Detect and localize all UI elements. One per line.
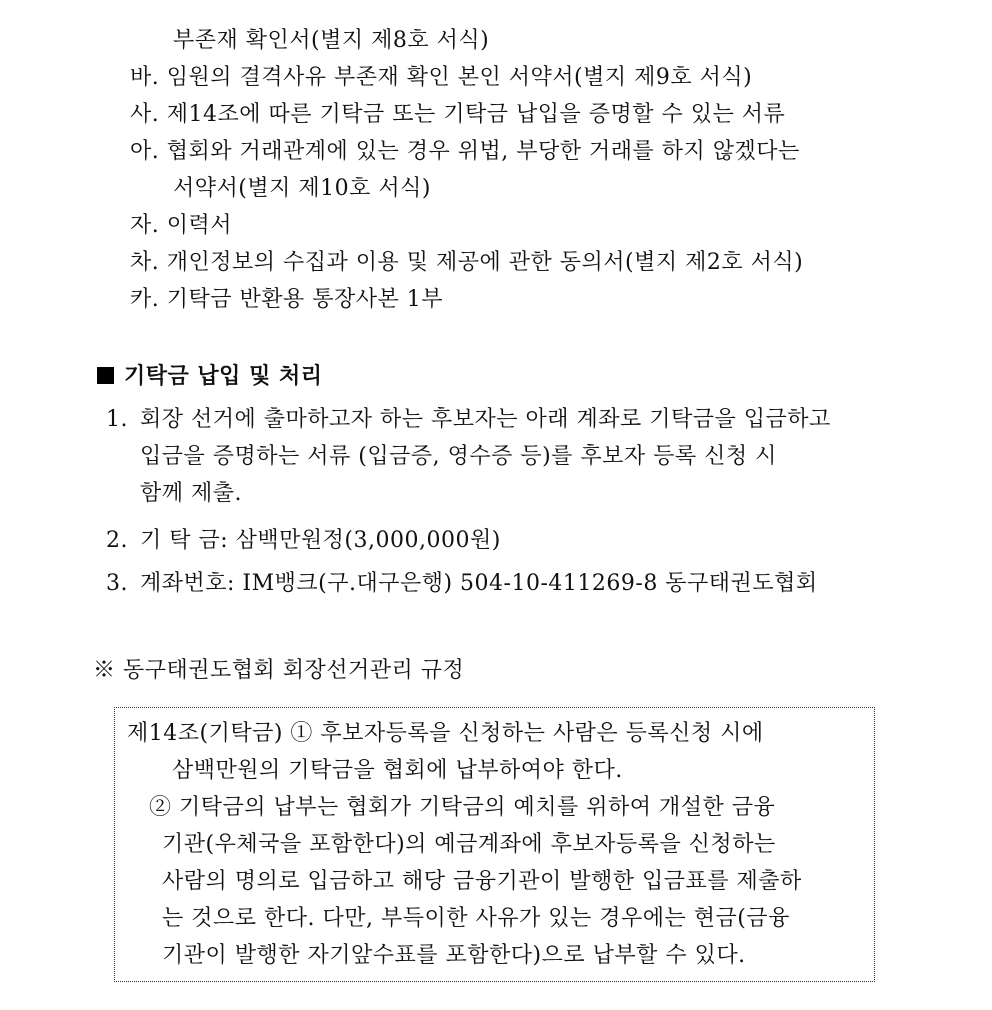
list-item xyxy=(130,138,800,166)
section-item-text: 입금을 증명하는 서류 (입금증, 영수증 등)를 후보자 등록 신청 시 xyxy=(140,444,777,469)
regulation-box xyxy=(114,707,875,982)
list-marker: 아. xyxy=(130,139,160,164)
list-item-continuation xyxy=(173,27,489,55)
section-item-text: 회장 선거에 출마하고자 하는 후보자는 아래 계좌로 기탁금을 입금하고 xyxy=(140,407,831,432)
list-marker: 2. xyxy=(106,528,128,553)
section-item-marker xyxy=(106,570,128,598)
section-item-line xyxy=(140,406,831,434)
regulation-line xyxy=(162,942,746,970)
list-marker: 카. xyxy=(130,287,160,312)
list-item xyxy=(130,212,232,240)
list-item xyxy=(130,286,443,314)
regulation-line xyxy=(162,868,802,896)
section-item-marker xyxy=(106,527,128,555)
list-item-text: 서약서(별지 제10호 서식) xyxy=(173,176,431,201)
list-marker: 사. xyxy=(130,102,160,127)
regulation-line xyxy=(162,905,790,933)
list-item-text: 개인정보의 수집과 이용 및 제공에 관한 동의서(별지 제2호 서식) xyxy=(166,250,804,275)
regulation-text: 는 것으로 한다. 다만, 부득이한 사유가 있는 경우에는 현금(금융 xyxy=(162,906,790,931)
list-item xyxy=(130,101,785,129)
note-title xyxy=(93,657,464,685)
regulation-line xyxy=(172,757,623,785)
list-marker: 차. xyxy=(130,250,160,275)
regulation-line xyxy=(162,831,776,859)
section-item-line xyxy=(140,570,818,598)
section-item-text: 함께 제출. xyxy=(140,481,242,506)
list-item-text: 임원의 결격사유 부존재 확인 본인 서약서(별지 제9호 서식) xyxy=(166,65,753,90)
list-item-text: 이력서 xyxy=(166,213,233,238)
regulation-text: ② 기탁금의 납부는 협회가 기탁금의 예치를 위하여 개설한 금융 xyxy=(149,795,776,820)
regulation-text: 기관이 발행한 자기앞수표를 포함한다)으로 납부할 수 있다. xyxy=(162,943,746,968)
list-item-text: 협회와 거래관계에 있는 경우 위법, 부당한 거래를 하지 않겠다는 xyxy=(166,139,800,164)
regulation-text: 삼백만원의 기탁금을 협회에 납부하여야 한다. xyxy=(172,758,623,783)
square-bullet-icon xyxy=(97,367,114,384)
list-item-text: 기탁금 반환용 통장사본 1부 xyxy=(166,287,443,312)
list-item-text: 제14조에 따른 기탁금 또는 기탁금 납입을 증명할 수 있는 서류 xyxy=(166,102,786,127)
list-item xyxy=(130,249,803,277)
section-item-text: 기 탁 금: 삼백만원정(3,000,000원) xyxy=(140,528,501,553)
note-title-text: ※ 동구태권도협회 회장선거관리 규정 xyxy=(93,658,465,683)
section-item-marker xyxy=(106,406,128,434)
list-marker: 3. xyxy=(106,571,128,596)
section-item-line xyxy=(140,527,501,555)
list-item-text: 부존재 확인서(별지 제8호 서식) xyxy=(173,28,490,53)
section-item-line xyxy=(140,480,242,508)
section-heading xyxy=(97,363,323,391)
section-title: 기탁금 납입 및 처리 xyxy=(124,364,323,389)
section-item-line xyxy=(140,443,777,471)
regulation-text: 기관(우체국을 포함한다)의 예금계좌에 후보자등록을 신청하는 xyxy=(162,832,776,857)
list-marker: 자. xyxy=(130,213,160,238)
regulation-line xyxy=(127,720,864,748)
list-marker: 1. xyxy=(106,407,128,432)
section-item-text: 계좌번호: IM뱅크(구.대구은행) 504-10-411269-8 동구태권도협회 xyxy=(140,571,818,596)
list-item xyxy=(130,64,752,92)
list-marker: 바. xyxy=(130,65,160,90)
regulation-text: 제14조(기탁금) ① 후보자등록을 신청하는 사람은 등록신청 시에 xyxy=(127,721,764,746)
regulation-text: 사람의 명의로 입금하고 해당 금융기관이 발행한 입금표를 제출하 xyxy=(162,869,802,894)
list-item-continuation xyxy=(173,175,431,203)
regulation-line xyxy=(149,794,775,822)
